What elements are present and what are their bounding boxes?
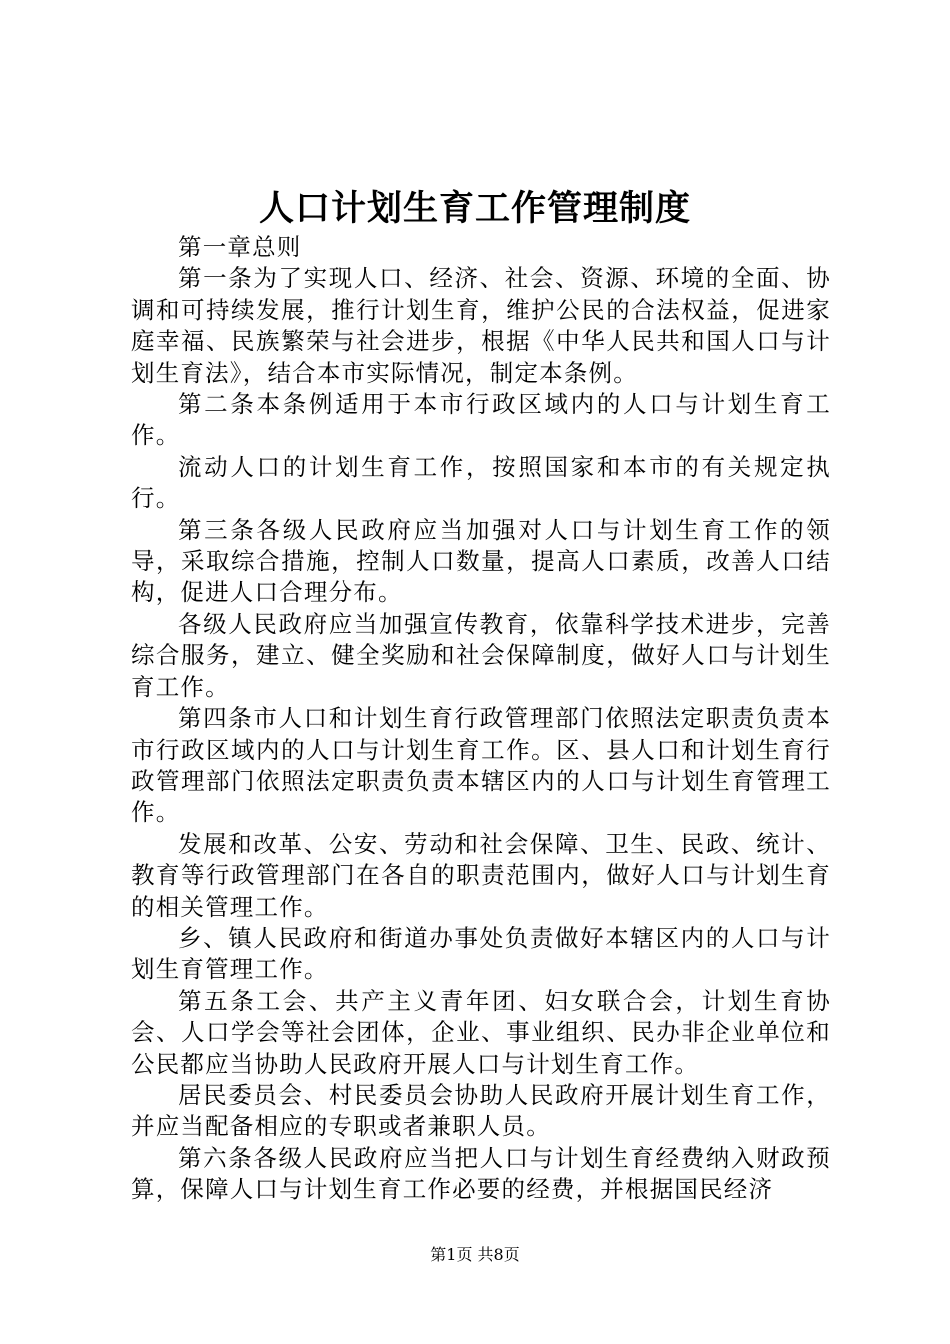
paragraph-departments: 发展和改革、公安、劳动和社会保障、卫生、民政、统计、教育等行政管理部门在各自的职责范围内，做好人口与计划生育的相关管理工作。 [131,829,831,921]
paragraph-townships: 乡、镇人民政府和街道办事处负责做好本辖区内的人口与计划生育管理工作。 [131,923,831,984]
document-title: 人口计划生育工作管理制度 [258,188,691,229]
paragraph-government-duties: 各级人民政府应当加强宣传教育，依靠科学技术进步，完善综合服务，建立、健全奖励和社会保障制度，做好人口与计划生育工作。 [131,609,831,701]
paragraph-article-6: 第六条各级人民政府应当把人口与计划生育经费纳入财政预算，保障人口与计划生育工作必要的经费，并根据国民经济 [131,1143,831,1204]
document-body [131,232,831,1206]
paragraph-committees: 居民委员会、村民委员会协助人民政府开展计划生育工作，并应当配备相应的专职或者兼职人员。 [131,1080,831,1141]
paragraph-article-2: 第二条本条例适用于本市行政区域内的人口与计划生育工作。 [131,390,831,450]
chapter-heading: 第一章总则 [178,233,302,261]
paragraph-article-1: 第一条为了实现人口、经济、社会、资源、环境的全面、协调和可持续发展，推行计划生育，维护公民的合法权益，促进家庭幸福、民族繁荣与社会进步，根据《中华人民共和国人口与计划生育法》，结合本市实际情况，制定本条例。 [131,264,831,387]
page-number-footer: 第1页 共8页 [430,1245,520,1264]
paragraph-article-5: 第五条工会、共产主义青年团、妇女联合会，计划生育协会、人口学会等社会团体，企业、事业组织、民办非企业单位和公民都应当协助人民政府开展人口与计划生育工作。 [131,986,831,1078]
paragraph-article-4: 第四条市人口和计划生育行政管理部门依照法定职责负责本市行政区域内的人口与计划生育工作。区、县人口和计划生育行政管理部门依照法定职责负责本辖区内的人口与计划生育管理工作。 [131,704,831,827]
paragraph-floating-population: 流动人口的计划生育工作，按照国家和本市的有关规定执行。 [131,452,831,513]
paragraph-article-3: 第三条各级人民政府应当加强对人口与计划生育工作的领导，采取综合措施，控制人口数量，提高人口素质，改善人口结构，促进人口合理分布。 [131,515,831,607]
